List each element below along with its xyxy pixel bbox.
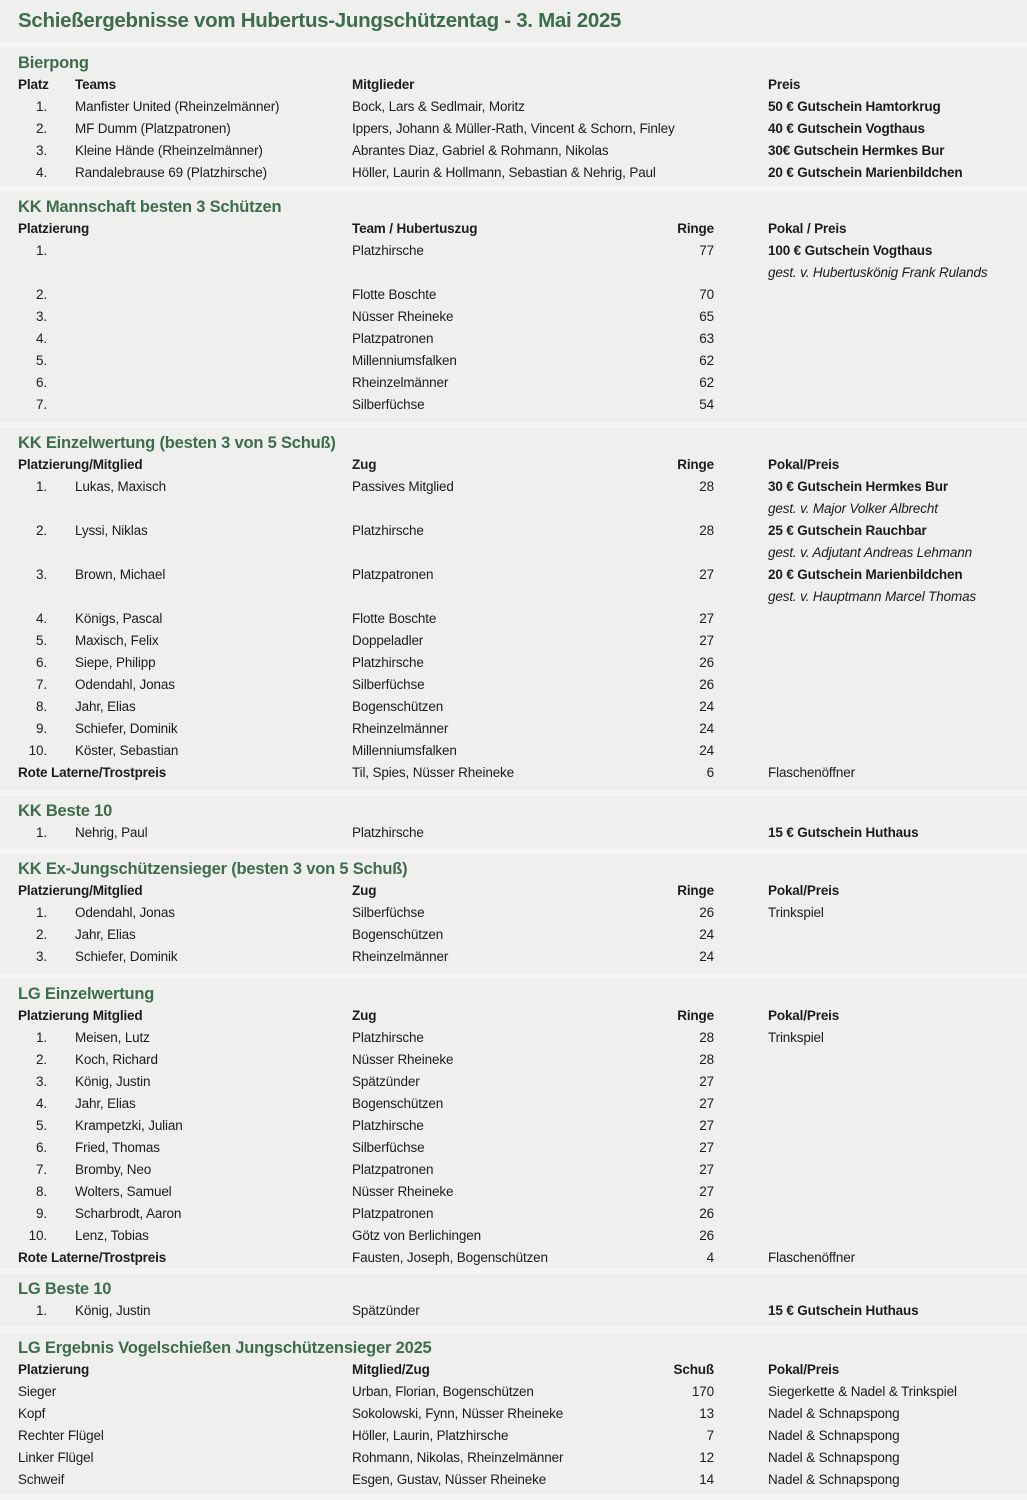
results-table (0, 454, 1027, 784)
rank-cell: 1. (36, 825, 47, 840)
zug-cell: Bock, Lars & Sedlmair, Moritz (352, 99, 525, 114)
table-row (0, 284, 1027, 306)
score-cell: 28 (699, 523, 714, 538)
name-cell: Brown, Michael (75, 567, 166, 582)
table-row (0, 1425, 1027, 1447)
rank-cell: 1. (36, 479, 47, 494)
rank-cell: 1. (36, 243, 47, 258)
table-row (0, 924, 1027, 946)
table-header-row (0, 1359, 1027, 1381)
results-table (0, 1359, 1027, 1491)
zug-cell: Platzhirsche (352, 1118, 424, 1133)
table-row (0, 946, 1027, 968)
table-row (0, 652, 1027, 674)
table-row (0, 1225, 1027, 1247)
table-row (0, 118, 1027, 140)
table-header-row (0, 74, 1027, 96)
column-header-name: Teams (75, 77, 117, 92)
table-row (0, 674, 1027, 696)
prize-cell: 15 € Gutschein Huthaus (768, 825, 919, 840)
score-cell: 27 (699, 1140, 714, 1155)
title-band (0, 0, 1027, 42)
results-table (0, 880, 1027, 968)
rank-cell: 4. (36, 611, 47, 626)
score-cell: 28 (699, 479, 714, 494)
rank-cell: 6. (36, 1140, 47, 1155)
section-lg-vogelschiessen (0, 1333, 1027, 1494)
name-cell: Maxisch, Felix (75, 633, 159, 648)
results-table (0, 1005, 1027, 1268)
zug-cell: Spätzünder (352, 1074, 420, 1089)
zug-cell: Til, Spies, Nüsser Rheineke (352, 765, 515, 780)
name-cell: Siepe, Philipp (75, 655, 156, 670)
score-cell: 24 (699, 949, 714, 964)
zug-cell: Platzpatronen (352, 567, 434, 582)
table-header-row (0, 880, 1027, 902)
table-row (0, 1403, 1027, 1425)
name-cell: Lukas, Maxisch (75, 479, 166, 494)
row-label: Sieger (18, 1384, 57, 1399)
rank-cell: 3. (36, 309, 47, 324)
table-row (0, 608, 1027, 630)
column-header-zug: Zug (352, 1008, 377, 1023)
section-heading: LG Ergebnis Vogelschießen Jungschützensieger 2025 (18, 1339, 432, 1357)
row-label: Rechter Flügel (18, 1428, 104, 1443)
rank-cell: 5. (36, 633, 47, 648)
prize-cell: 50 € Gutschein Hamtorkrug (768, 99, 941, 114)
table-row (0, 1247, 1027, 1268)
column-header-placement: Platzierung/Mitglied (18, 883, 143, 898)
rank-cell: 9. (36, 1206, 47, 1221)
section-lg-einzelwertung (0, 979, 1027, 1268)
score-cell: 24 (699, 743, 714, 758)
rank-cell: 9. (36, 721, 47, 736)
section-kk-beste-10 (0, 796, 1027, 848)
results-table (0, 218, 1027, 416)
prize-cell: Trinkspiel (768, 1030, 824, 1045)
column-header-score: Ringe (677, 221, 714, 236)
name-cell: Bromby, Neo (75, 1162, 152, 1177)
zug-cell: Rohmann, Nikolas, Rheinzelmänner (352, 1450, 564, 1465)
score-cell: 62 (699, 375, 714, 390)
score-cell: 4 (706, 1250, 714, 1265)
table-row (0, 96, 1027, 118)
table-row (0, 1300, 1027, 1322)
score-cell: 27 (699, 567, 714, 582)
zug-cell: Bogenschützen (352, 1096, 444, 1111)
rank-cell: 1. (36, 1030, 47, 1045)
name-cell: Lyssi, Niklas (75, 523, 148, 538)
table-row (0, 822, 1027, 844)
column-header-prize: Preis (768, 77, 801, 92)
row-label: Linker Flügel (18, 1450, 94, 1465)
rank-cell: 6. (36, 655, 47, 670)
zug-cell: Bogenschützen (352, 927, 444, 942)
rank-cell: 2. (36, 121, 47, 136)
table-row (0, 476, 1027, 520)
score-cell: 65 (699, 309, 714, 324)
row-label: Rote Laterne/Trostpreis (18, 765, 167, 780)
rank-cell: 2. (36, 1052, 47, 1067)
rank-cell: 10. (28, 1228, 47, 1243)
name-cell: Wolters, Samuel (75, 1184, 172, 1199)
section-kk-einzelwertung (0, 428, 1027, 790)
name-cell: Fried, Thomas (75, 1140, 160, 1155)
rank-cell: 1. (36, 99, 47, 114)
prize-cell: Nadel & Schnapspong (768, 1428, 900, 1443)
table-row (0, 1469, 1027, 1491)
rank-cell: 1. (36, 1303, 47, 1318)
column-header-prize: Pokal/Preis (768, 1362, 840, 1377)
score-cell: 24 (699, 721, 714, 736)
rank-cell: 2. (36, 287, 47, 302)
zug-cell: Nüsser Rheineke (352, 1184, 454, 1199)
prize-cell: Trinkspiel (768, 905, 824, 920)
column-header-prize: Pokal / Preis (768, 221, 847, 236)
table-row (0, 1093, 1027, 1115)
zug-cell: Platzpatronen (352, 1162, 434, 1177)
table-row (0, 372, 1027, 394)
table-row (0, 394, 1027, 416)
section-heading: KK Ex-Jungschützensieger (besten 3 von 5 Schuß) (18, 860, 408, 878)
results-table (0, 822, 1027, 844)
results-table (0, 1300, 1027, 1322)
row-label: Kopf (18, 1406, 46, 1421)
section-lg-beste-10 (0, 1274, 1027, 1327)
table-row (0, 902, 1027, 924)
table-row (0, 1159, 1027, 1181)
prize-donor-note: gest. v. Hauptmann Marcel Thomas (768, 589, 977, 604)
prize-cell: 20 € Gutschein Marienbildchen (768, 165, 963, 180)
table-row (0, 306, 1027, 328)
zug-cell: Nüsser Rheineke (352, 309, 454, 324)
zug-cell: Spätzünder (352, 1303, 420, 1318)
score-cell: 170 (691, 1384, 714, 1399)
name-cell: Nehrig, Paul (75, 825, 148, 840)
table-row (0, 564, 1027, 608)
zug-cell: Bogenschützen (352, 699, 444, 714)
column-header-zug: Mitglied/Zug (352, 1362, 430, 1377)
name-cell: Kleine Hände (Rheinzelmänner) (75, 143, 263, 158)
section-kk-mannschaft (0, 192, 1027, 422)
section-heading: LG Einzelwertung (18, 985, 155, 1003)
zug-cell: Esgen, Gustav, Nüsser Rheineke (352, 1472, 547, 1487)
prize-cell: 25 € Gutschein Rauchbar gest. v. Adjutant Andreas Lehmann (718, 520, 1009, 564)
zug-cell: Silberfüchse (352, 905, 425, 920)
score-cell: 62 (699, 353, 714, 368)
zug-cell: Flotte Boschte (352, 611, 437, 626)
zug-cell: Flotte Boschte (352, 287, 437, 302)
table-row (0, 740, 1027, 762)
rank-cell: 7. (36, 397, 47, 412)
zug-cell: Silberfüchse (352, 1140, 425, 1155)
rank-cell: 2. (36, 523, 47, 538)
zug-cell: Doppeladler (352, 633, 424, 648)
score-cell: 27 (699, 1162, 714, 1177)
zug-cell: Ippers, Johann & Müller-Rath, Vincent & Schorn, Finley (352, 121, 675, 136)
prize-cell: 15 € Gutschein Huthaus (768, 1303, 919, 1318)
zug-cell: Platzpatronen (352, 331, 434, 346)
prize-cell: Siegerkette & Nadel & Trinkspiel (768, 1384, 957, 1399)
zug-cell: Nüsser Rheineke (352, 1052, 454, 1067)
zug-cell: Abrantes Diaz, Gabriel & Rohmann, Nikolas (352, 143, 609, 158)
name-cell: Odendahl, Jonas (75, 905, 175, 920)
column-header-score: Ringe (677, 1008, 714, 1023)
name-cell: Krampetzki, Julian (75, 1118, 183, 1133)
column-header-score: Schuß (673, 1362, 714, 1377)
name-cell: Königs, Pascal (75, 611, 163, 626)
table-row (0, 1027, 1027, 1049)
score-cell: 7 (706, 1428, 714, 1443)
name-cell: Meisen, Lutz (75, 1030, 150, 1045)
column-header-rank: Platzierung (18, 221, 90, 236)
score-cell: 28 (699, 1030, 714, 1045)
zug-cell: Platzhirsche (352, 655, 424, 670)
name-cell: König, Justin (75, 1074, 151, 1089)
column-header-prize: Pokal/Preis (768, 1008, 840, 1023)
section-heading: LG Beste 10 (18, 1280, 112, 1298)
prize-cell: Flaschenöffner (768, 765, 855, 780)
column-header-rank: Platz (18, 77, 49, 92)
row-label: Rote Laterne/Trostpreis (18, 1250, 167, 1265)
column-header-placement: Platzierung Mitglied (18, 1008, 143, 1023)
score-cell: 27 (699, 611, 714, 626)
prize-donor-note: gest. v. Adjutant Andreas Lehmann (768, 545, 972, 560)
column-header-score: Ringe (677, 883, 714, 898)
prize-donor-note: gest. v. Hubertuskönig Frank Rulands (768, 265, 988, 280)
table-row (0, 328, 1027, 350)
zug-cell: Sokolowski, Fynn, Nüsser Rheineke (352, 1406, 564, 1421)
score-cell: 26 (699, 905, 714, 920)
prize-cell: Flaschenöffner (768, 1250, 855, 1265)
name-cell: Lenz, Tobias (75, 1228, 149, 1243)
results-table (0, 74, 1027, 184)
prize-cell: Nadel & Schnapspong (768, 1472, 900, 1487)
table-row (0, 520, 1027, 564)
zug-cell: Rheinzelmänner (352, 375, 449, 390)
rank-cell: 5. (36, 1118, 47, 1133)
prize-cell: 30€ Gutschein Hermkes Bur (768, 143, 945, 158)
zug-cell: Platzhirsche (352, 523, 424, 538)
name-cell: Schiefer, Dominik (75, 721, 178, 736)
score-cell: 70 (699, 287, 714, 302)
prize-cell: 30 € Gutschein Hermkes Bur gest. v. Major Volker Albrecht (718, 476, 1009, 520)
table-row (0, 350, 1027, 372)
table-header-row (0, 454, 1027, 476)
score-cell: 27 (699, 633, 714, 648)
zug-cell: Rheinzelmänner (352, 949, 449, 964)
name-cell: König, Justin (75, 1303, 151, 1318)
zug-cell: Passives Mitglied (352, 479, 454, 494)
prize-cell: 20 € Gutschein Marienbildchen gest. v. Hauptmann Marcel Thomas (718, 564, 1009, 608)
rank-cell: 4. (36, 165, 47, 180)
name-cell: Odendahl, Jonas (75, 677, 175, 692)
score-cell: 54 (699, 397, 714, 412)
rank-cell: 7. (36, 1162, 47, 1177)
zug-cell: Platzpatronen (352, 1206, 434, 1221)
rank-cell: 8. (36, 1184, 47, 1199)
name-cell: Schiefer, Dominik (75, 949, 178, 964)
score-cell: 77 (699, 243, 714, 258)
column-header-zug: Team / Hubertuszug (352, 221, 478, 236)
page-title: Schießergebnisse vom Hubertus-Jungschützentag - 3. Mai 2025 (18, 9, 622, 32)
prize-cell: Nadel & Schnapspong (768, 1450, 900, 1465)
zug-cell: Urban, Florian, Bogenschützen (352, 1384, 534, 1399)
score-cell: 13 (699, 1406, 714, 1421)
score-cell: 12 (699, 1450, 714, 1465)
table-row (0, 1447, 1027, 1469)
score-cell: 26 (699, 1228, 714, 1243)
row-label: Schweif (18, 1472, 65, 1487)
rank-cell: 3. (36, 567, 47, 582)
name-cell: MF Dumm (Platzpatronen) (75, 121, 231, 136)
score-cell: 63 (699, 331, 714, 346)
table-row (0, 1181, 1027, 1203)
section-heading: KK Beste 10 (18, 802, 113, 820)
score-cell: 26 (699, 1206, 714, 1221)
name-cell: Köster, Sebastian (75, 743, 179, 758)
rank-cell: 3. (36, 949, 47, 964)
section-heading: KK Mannschaft besten 3 Schützen (18, 198, 282, 216)
rank-cell: 3. (36, 1074, 47, 1089)
column-header-score: Ringe (677, 457, 714, 472)
column-header-placement: Platzierung/Mitglied (18, 457, 143, 472)
table-row (0, 696, 1027, 718)
zug-cell: Silberfüchse (352, 397, 425, 412)
name-cell: Koch, Richard (75, 1052, 158, 1067)
rank-cell: 2. (36, 927, 47, 942)
rank-cell: 5. (36, 353, 47, 368)
zug-cell: Millenniumsfalken (352, 743, 457, 758)
name-cell: Jahr, Elias (75, 1096, 136, 1111)
table-row (0, 1049, 1027, 1071)
rank-cell: 4. (36, 331, 47, 346)
table-row (0, 1071, 1027, 1093)
name-cell: Randalebrause 69 (Platzhirsche) (75, 165, 267, 180)
table-row (0, 1203, 1027, 1225)
score-cell: 24 (699, 699, 714, 714)
prize-cell: 40 € Gutschein Vogthaus (768, 121, 925, 136)
zug-cell: Höller, Laurin & Hollmann, Sebastian & Nehrig, Paul (352, 165, 656, 180)
rank-cell: 8. (36, 699, 47, 714)
table-row (0, 630, 1027, 652)
name-cell: Scharbrodt, Aaron (75, 1206, 182, 1221)
score-cell: 14 (699, 1472, 714, 1487)
table-row (0, 762, 1027, 784)
zug-cell: Platzhirsche (352, 825, 424, 840)
column-header-prize: Pokal/Preis (768, 883, 840, 898)
rank-cell: 7. (36, 677, 47, 692)
score-cell: 28 (699, 1052, 714, 1067)
score-cell: 26 (699, 677, 714, 692)
score-cell: 26 (699, 655, 714, 670)
table-header-row (0, 1005, 1027, 1027)
score-cell: 27 (699, 1096, 714, 1111)
rank-cell: 4. (36, 1096, 47, 1111)
section-bierpong (0, 48, 1027, 186)
zug-cell: Fausten, Joseph, Bogenschützen (352, 1250, 548, 1265)
name-cell: Jahr, Elias (75, 699, 136, 714)
table-row (0, 1137, 1027, 1159)
score-cell: 6 (706, 765, 714, 780)
table-header-row (0, 218, 1027, 240)
zug-cell: Platzhirsche (352, 243, 424, 258)
name-cell: Jahr, Elias (75, 927, 136, 942)
zug-cell: Silberfüchse (352, 677, 425, 692)
table-row (0, 1115, 1027, 1137)
section-heading: KK Einzelwertung (besten 3 von 5 Schuß) (18, 434, 336, 452)
score-cell: 27 (699, 1184, 714, 1199)
zug-cell: Rheinzelmänner (352, 721, 449, 736)
section-heading: Bierpong (18, 54, 89, 72)
column-header-prize: Pokal/Preis (768, 457, 840, 472)
score-cell: 27 (699, 1118, 714, 1133)
column-header-placement: Platzierung (18, 1362, 90, 1377)
section-kk-ex-jungschuetzensieger (0, 854, 1027, 973)
table-row (0, 162, 1027, 184)
column-header-zug: Zug (352, 883, 377, 898)
column-header-zug: Zug (352, 457, 377, 472)
zug-cell: Höller, Laurin, Platzhirsche (352, 1428, 509, 1443)
prize-cell: Nadel & Schnapspong (768, 1406, 900, 1421)
rank-cell: 10. (28, 743, 47, 758)
column-header-zug: Mitglieder (352, 77, 415, 92)
rank-cell: 3. (36, 143, 47, 158)
table-row (0, 240, 1027, 284)
name-cell: Manfister United (Rheinzelmänner) (75, 99, 280, 114)
prize-cell: 100 € Gutschein Vogthaus gest. v. Hubertuskönig Frank Rulands (718, 240, 1009, 284)
score-cell: 24 (699, 927, 714, 942)
rank-cell: 1. (36, 905, 47, 920)
rank-cell: 6. (36, 375, 47, 390)
zug-cell: Götz von Berlichingen (352, 1228, 481, 1243)
table-row (0, 1381, 1027, 1403)
zug-cell: Platzhirsche (352, 1030, 424, 1045)
table-row (0, 140, 1027, 162)
prize-donor-note: gest. v. Major Volker Albrecht (768, 501, 938, 516)
table-row (0, 718, 1027, 740)
zug-cell: Millenniumsfalken (352, 353, 457, 368)
score-cell: 27 (699, 1074, 714, 1089)
